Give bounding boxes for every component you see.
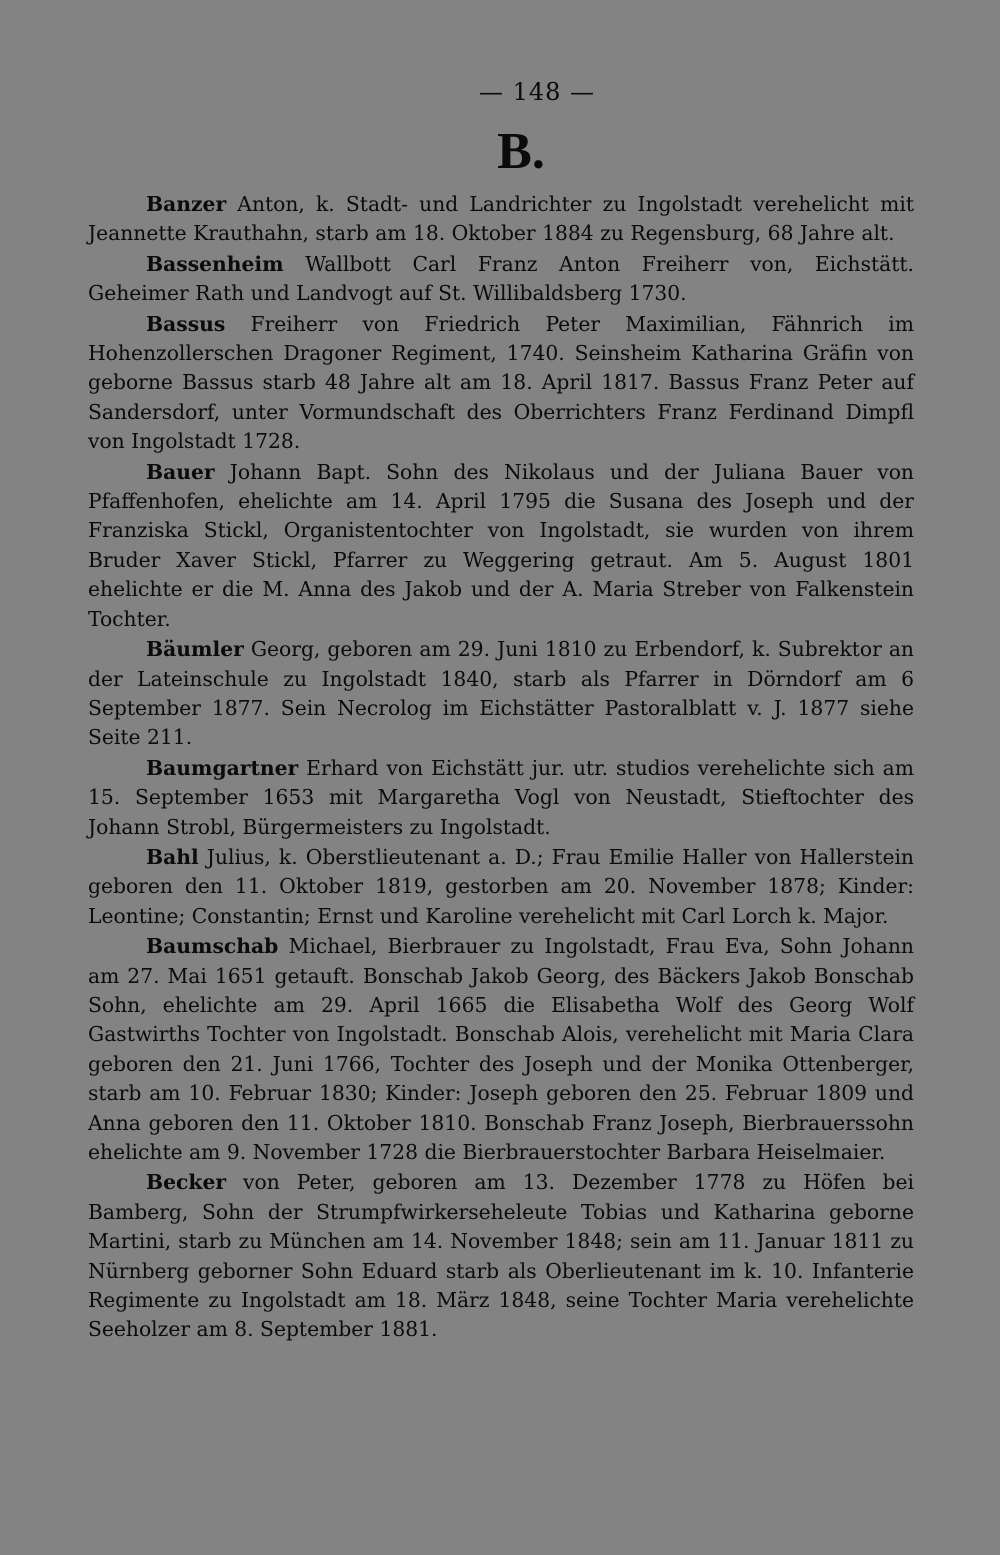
entry-text: Anton, k. Stadt- und Landrichter zu Ingolstadt verehelicht mit Jeannette Krauthahn, starb am 18. Oktober 1884 zu Regensburg, 68 Jahre alt. [88,192,914,246]
entry-surname: Bassenheim [146,251,284,276]
entry-bassenheim [88,250,914,309]
entry-surname: Bäumler [146,637,244,662]
entry-surname: Bauer [146,459,215,484]
entry-text: Erhard von Eichstätt jur. utr. studios verehelichte sich am 15. September 1653 mit Margaretha Vogl von Neustadt, Stieftochter des Johann Strobl, Bürgermeisters zu Ingolstadt. [88,755,914,839]
entry-banzer [88,190,914,249]
entry-text: von Peter, geboren am 13. Dezember 1778 zu Höfen bei Bamberg, Sohn der Strumpfwirkerseheleute Tobias und Katharina geborne Martini, starb zu München am 14. November 1848; sein am 11. Januar 1811 zu Nürnberg geborner Sohn Eduard starb als Oberlieutenant im k. 10. Infanterie Regimente zu Ingolstadt am 18. März 1848, seine Tochter Maria verehelichte Seeholzer am 8. September 1881. [88,1170,915,1342]
entry-surname: Baumgartner [146,755,299,780]
entry-baumschab [88,932,914,1167]
entry-text: Georg, geboren am 29. Juni 1810 zu Erbendorf, k. Subrektor an der Lateinschule zu Ingolstadt 1840, starb als Pfarrer in Dörndorf am 6 September 1877. Sein Necrolog im Eichstätter Pastoralblatt v. J. 1877 siehe Seite 211. [88,637,914,750]
book-page [88,78,914,1345]
entry-surname: Bahl [146,844,199,869]
entry-text: Freiherr von Friedrich Peter Maximilian, Fähnrich im Hohenzollerschen Dragoner Regiment, 1740. Seinsheim Katharina Gräfin von geborne Bassus starb 48 Jahre alt am 18. April 1817. Bassus Franz Peter auf Sandersdorf, unter Vormundschaft des Oberrichters Franz Ferdinand Dimpfl von Ingolstadt 1728. [88,311,914,454]
entry-becker [88,1168,914,1344]
entry-surname: Banzer [146,192,227,216]
entry-baumgartner [88,754,914,842]
entry-text: Julius, k. Oberstlieutenant a. D.; Frau Emilie Haller von Hallerstein geboren den 11. Oktober 1819, gestorben am 20. November 1878; Kinder: Leontine; Constantin; Ernst und Karoline verehelicht mit Carl Lorch k. Major. [88,844,914,928]
entry-surname: Bassus [146,311,226,336]
entry-text: Wallbott Carl Franz Anton Freiherr von, Eichstätt. Geheimer Rath und Landvogt auf St. Willibaldsberg 1730. [88,251,914,306]
entry-surname: Baumschab [146,934,279,959]
entry-text: Johann Bapt. Sohn des Nikolaus und der Juliana Bauer von Pfaffenhofen, ehelichte am 14. April 1795 die Susana des Joseph und der Franziska Stickl, Organistentochter von Ingolstadt, sie wurden von ihrem Bruder Xaver Stickl, Pfarrer zu Weggering getraut. Am 5. August 1801 ehelichte er die M. Anna des Jakob und der A. Maria Streber von Falkenstein Tochter. [88,459,914,631]
entry-bauer [88,458,914,634]
entry-text: Michael, Bierbrauer zu Ingolstadt, Frau Eva, Sohn Johann am 27. Mai 1651 getauft. Bonschab Jakob Georg, des Bäckers Jakob Bonschab Sohn, ehelichte am 29. April 1665 die Elisabetha Wolf des Georg Wolf Gastwirths Tochter von Ingolstadt. Bonschab Alois, verehelicht mit Maria Clara geboren den 21. Juni 1766, Tochter des Joseph und der Monika Ottenberger, starb am 10. Februar 1830; Kinder: Joseph geboren den 25. Februar 1809 und Anna geboren den 11. Oktober 1810. Bonschab Franz Joseph, Bierbrauerssohn ehelichte am 9. November 1728 die Bierbrauerstochter Barbara Heiselmaier. [88,934,914,1164]
page-number: — 148 — [478,78,596,106]
entry-bassus [88,310,914,457]
entry-surname: Becker [146,1170,227,1195]
letter-heading: B. [497,123,545,180]
entry-bahl [88,843,914,931]
entry-baeumler [88,635,914,753]
